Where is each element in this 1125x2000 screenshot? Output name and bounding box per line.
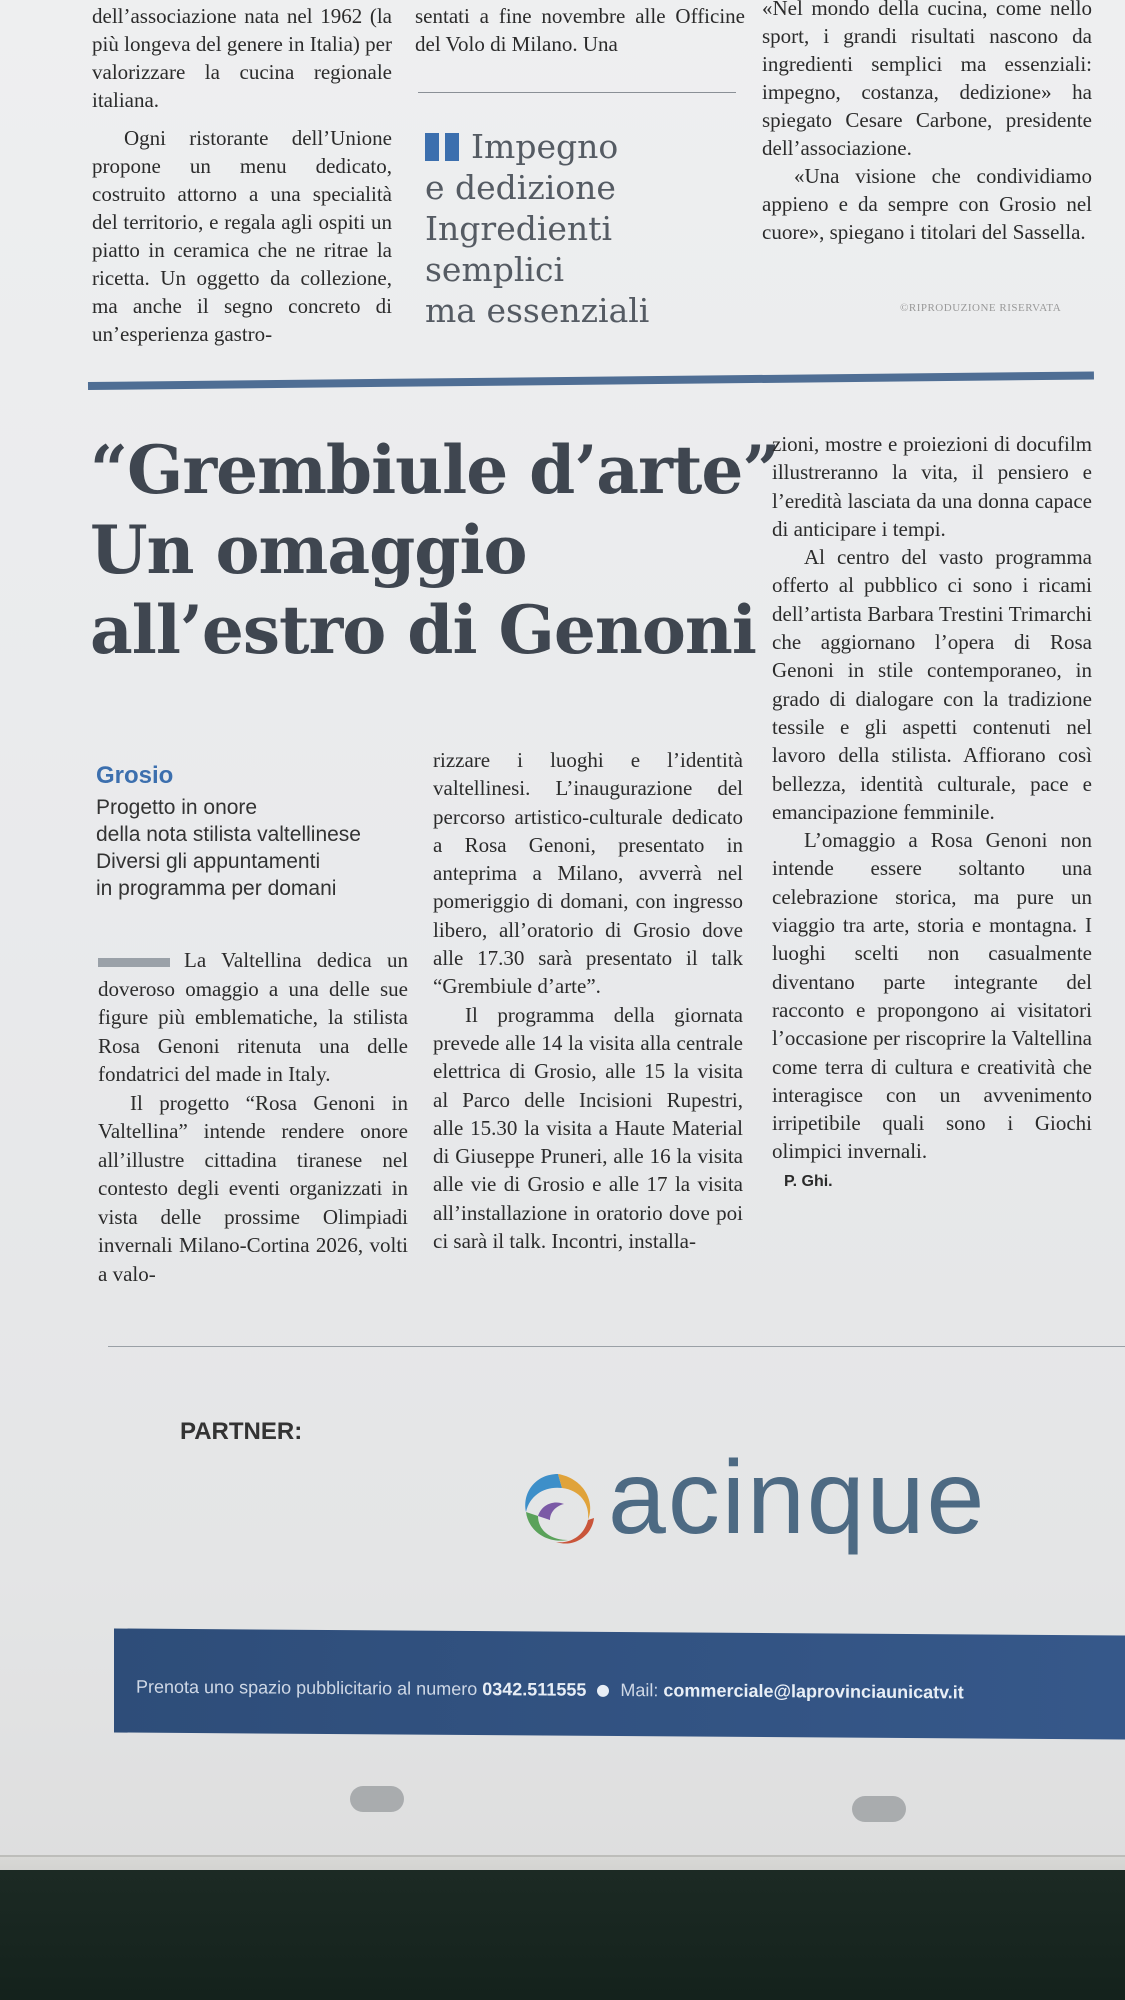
article-column-2 xyxy=(433,746,743,1255)
article-col1-para-1: La Valtellina dedica un doveroso omaggio a una delle sue figure più emblematiche, la stilista Rosa Genoni ritenuta una delle fondatrici del made in Italy. xyxy=(98,948,408,1086)
bullet-icon xyxy=(597,1685,609,1697)
banner-prefix: Prenota uno spazio pubblicitario al numero xyxy=(136,1676,478,1700)
acinque-logo-text: acinque xyxy=(608,1440,987,1556)
punch-hole-right xyxy=(852,1796,906,1822)
headline-line-3: all’estro di Genoni xyxy=(90,591,756,669)
pull-quote-line-1: Impegno xyxy=(471,127,619,166)
top-col3-para-2: «Una visione che condividiamo appieno e da sempre con Grosio nel cuore», spiegano i titolari del Sassella. xyxy=(762,164,1092,244)
article-col3-para-2: Al centro del vasto programma offerto al pubblico ci sono i ricami dell’artista Barbara Trestini Trimarchi che aggiornano l’opera di Rosa Genoni in stile contemporaneo, in grado di dialogare con la tradizione tessile e gli aspetti contenuti nel lavoro della stilista. Affiorano così bellezza, identità culturale, pace e emancipazione femminile. xyxy=(772,545,1092,824)
top-col3-para-1: «Nel mondo della cucina, come nello sport, i grandi risultati nascono da ingredienti semplici ma essenziali: impegno, costanza, dedizione» ha spiegato Cesare Carbone, presidente dell’associazione. xyxy=(762,0,1092,160)
article-column-3 xyxy=(772,430,1092,1196)
deck-line-2: della nota stilista valtellinese xyxy=(96,823,361,846)
banner-mail-label: Mail: xyxy=(620,1680,659,1701)
deck-line-4: in programma per domani xyxy=(96,877,337,900)
deck-line-1: Progetto in onore xyxy=(96,796,258,819)
deck-line-3: Diversi gli appuntamenti xyxy=(96,850,321,873)
headline-line-2: Un omaggio xyxy=(90,511,527,589)
headline-line-1: “Grembiule d’arte” xyxy=(90,431,780,509)
banner-text xyxy=(136,1677,964,1704)
article-col2-para-2: Il programma della giornata prevede alle 14 la visita alla centrale elettrica di Grosio, alle 15 la visita al Parco delle Incisioni Rupestri, alle 15.30 la visita a Haute Material di Giuseppe Pruneri, alle 16 la visita alle vie di Grosio e alle 17 la visita all’installazione in oratorio dove poi ci sarà il talk. Incontri, installa- xyxy=(433,1002,743,1254)
acinque-logo xyxy=(516,1440,1076,1570)
acinque-swirl-icon xyxy=(516,1464,600,1554)
article-col3-para-3: L’omaggio a Rosa Genoni non intende essere soltanto una celebrazione storica, ma pure un viaggio tra arte, storia e montagna. I luoghi scelti non casualmente diventano parte integrante del racconto e propongono ai visitatori l’occasione per riscoprire la Valtellina come terra di cultura e creatività che interagisce con un avvenimento irripetibile quali sono i Giochi olimpici invernali. xyxy=(772,828,1092,1164)
banner-email[interactable]: commerciale@laprovinciaunicatv.it xyxy=(663,1680,964,1703)
article-column-1 xyxy=(98,946,408,1288)
punch-hole-left xyxy=(350,1786,404,1812)
ad-banner xyxy=(114,1628,1125,1739)
article-headline xyxy=(90,430,780,670)
pull-quote-marks-icon xyxy=(425,126,471,167)
top-col1-para-2: Ogni ristorante dell’Unione propone un menu dedicato, costruito attorno a una specialità del territorio, e regala agli ospiti un piatto in ceramica che ne ritrae la ricetta. Un oggetto da collezione, ma anche il segno concreto di un’esperienza gastro- xyxy=(92,126,392,346)
top-column-2 xyxy=(415,2,745,58)
article-kicker: Grosio xyxy=(96,762,174,789)
article-byline: P. Ghi. xyxy=(784,1172,833,1190)
top-column-1 xyxy=(92,2,392,348)
pull-quote-line-4: semplici xyxy=(425,250,565,289)
lead-marker xyxy=(98,958,170,967)
article-col3-para-1: zioni, mostre e proiezioni di docufilm illustreranno la vita, il pensiero e l’eredità lasciata da una donna capace di anticipare i tempi. xyxy=(772,432,1092,541)
copyright-credit: ©RIPRODUZIONE RISERVATA xyxy=(900,302,1062,314)
article-col1-para-2: Il progetto “Rosa Genoni in Valtellina” intende rendere onore all’illustre cittadina tiranese nel contesto degli eventi organizzati in vista delle prossime Olimpiadi invernali Milano-Cortina 2026, volti a valo- xyxy=(98,1090,408,1286)
top-col2-text: sentati a fine novembre alle Officine del Volo di Milano. Una xyxy=(415,4,745,56)
top-col1-para-1: dell’associazione nata nel 1962 (la più longeva del genere in Italia) per valorizzare la cucina regionale italiana. xyxy=(92,4,392,112)
pull-quote xyxy=(425,126,755,331)
article-col2-para-1: rizzare i luoghi e l’identità valtellinesi. L’inaugurazione del percorso artistico-culturale dedicato a Rosa Genoni, presentato in anteprima a Milano, avverrà nel pomeriggio di domani, con ingresso libero, all’oratorio di Grosio dove alle 17.30 sarà presentato il talk “Grembiule d’arte”. xyxy=(433,748,743,999)
partner-divider xyxy=(108,1346,1125,1347)
table-background xyxy=(0,1870,1125,2000)
partner-label: PARTNER: xyxy=(180,1418,303,1445)
section-rule xyxy=(88,371,1094,390)
pull-quote-line-3: Ingredienti xyxy=(425,209,612,248)
article-deck xyxy=(96,794,416,902)
top-column-3 xyxy=(762,0,1092,246)
banner-phone[interactable]: 0342.511555 xyxy=(482,1679,587,1700)
pull-quote-line-5: ma essenziali xyxy=(425,291,650,330)
top-col2-divider xyxy=(418,92,736,93)
pull-quote-line-2: e dedizione xyxy=(425,168,616,207)
